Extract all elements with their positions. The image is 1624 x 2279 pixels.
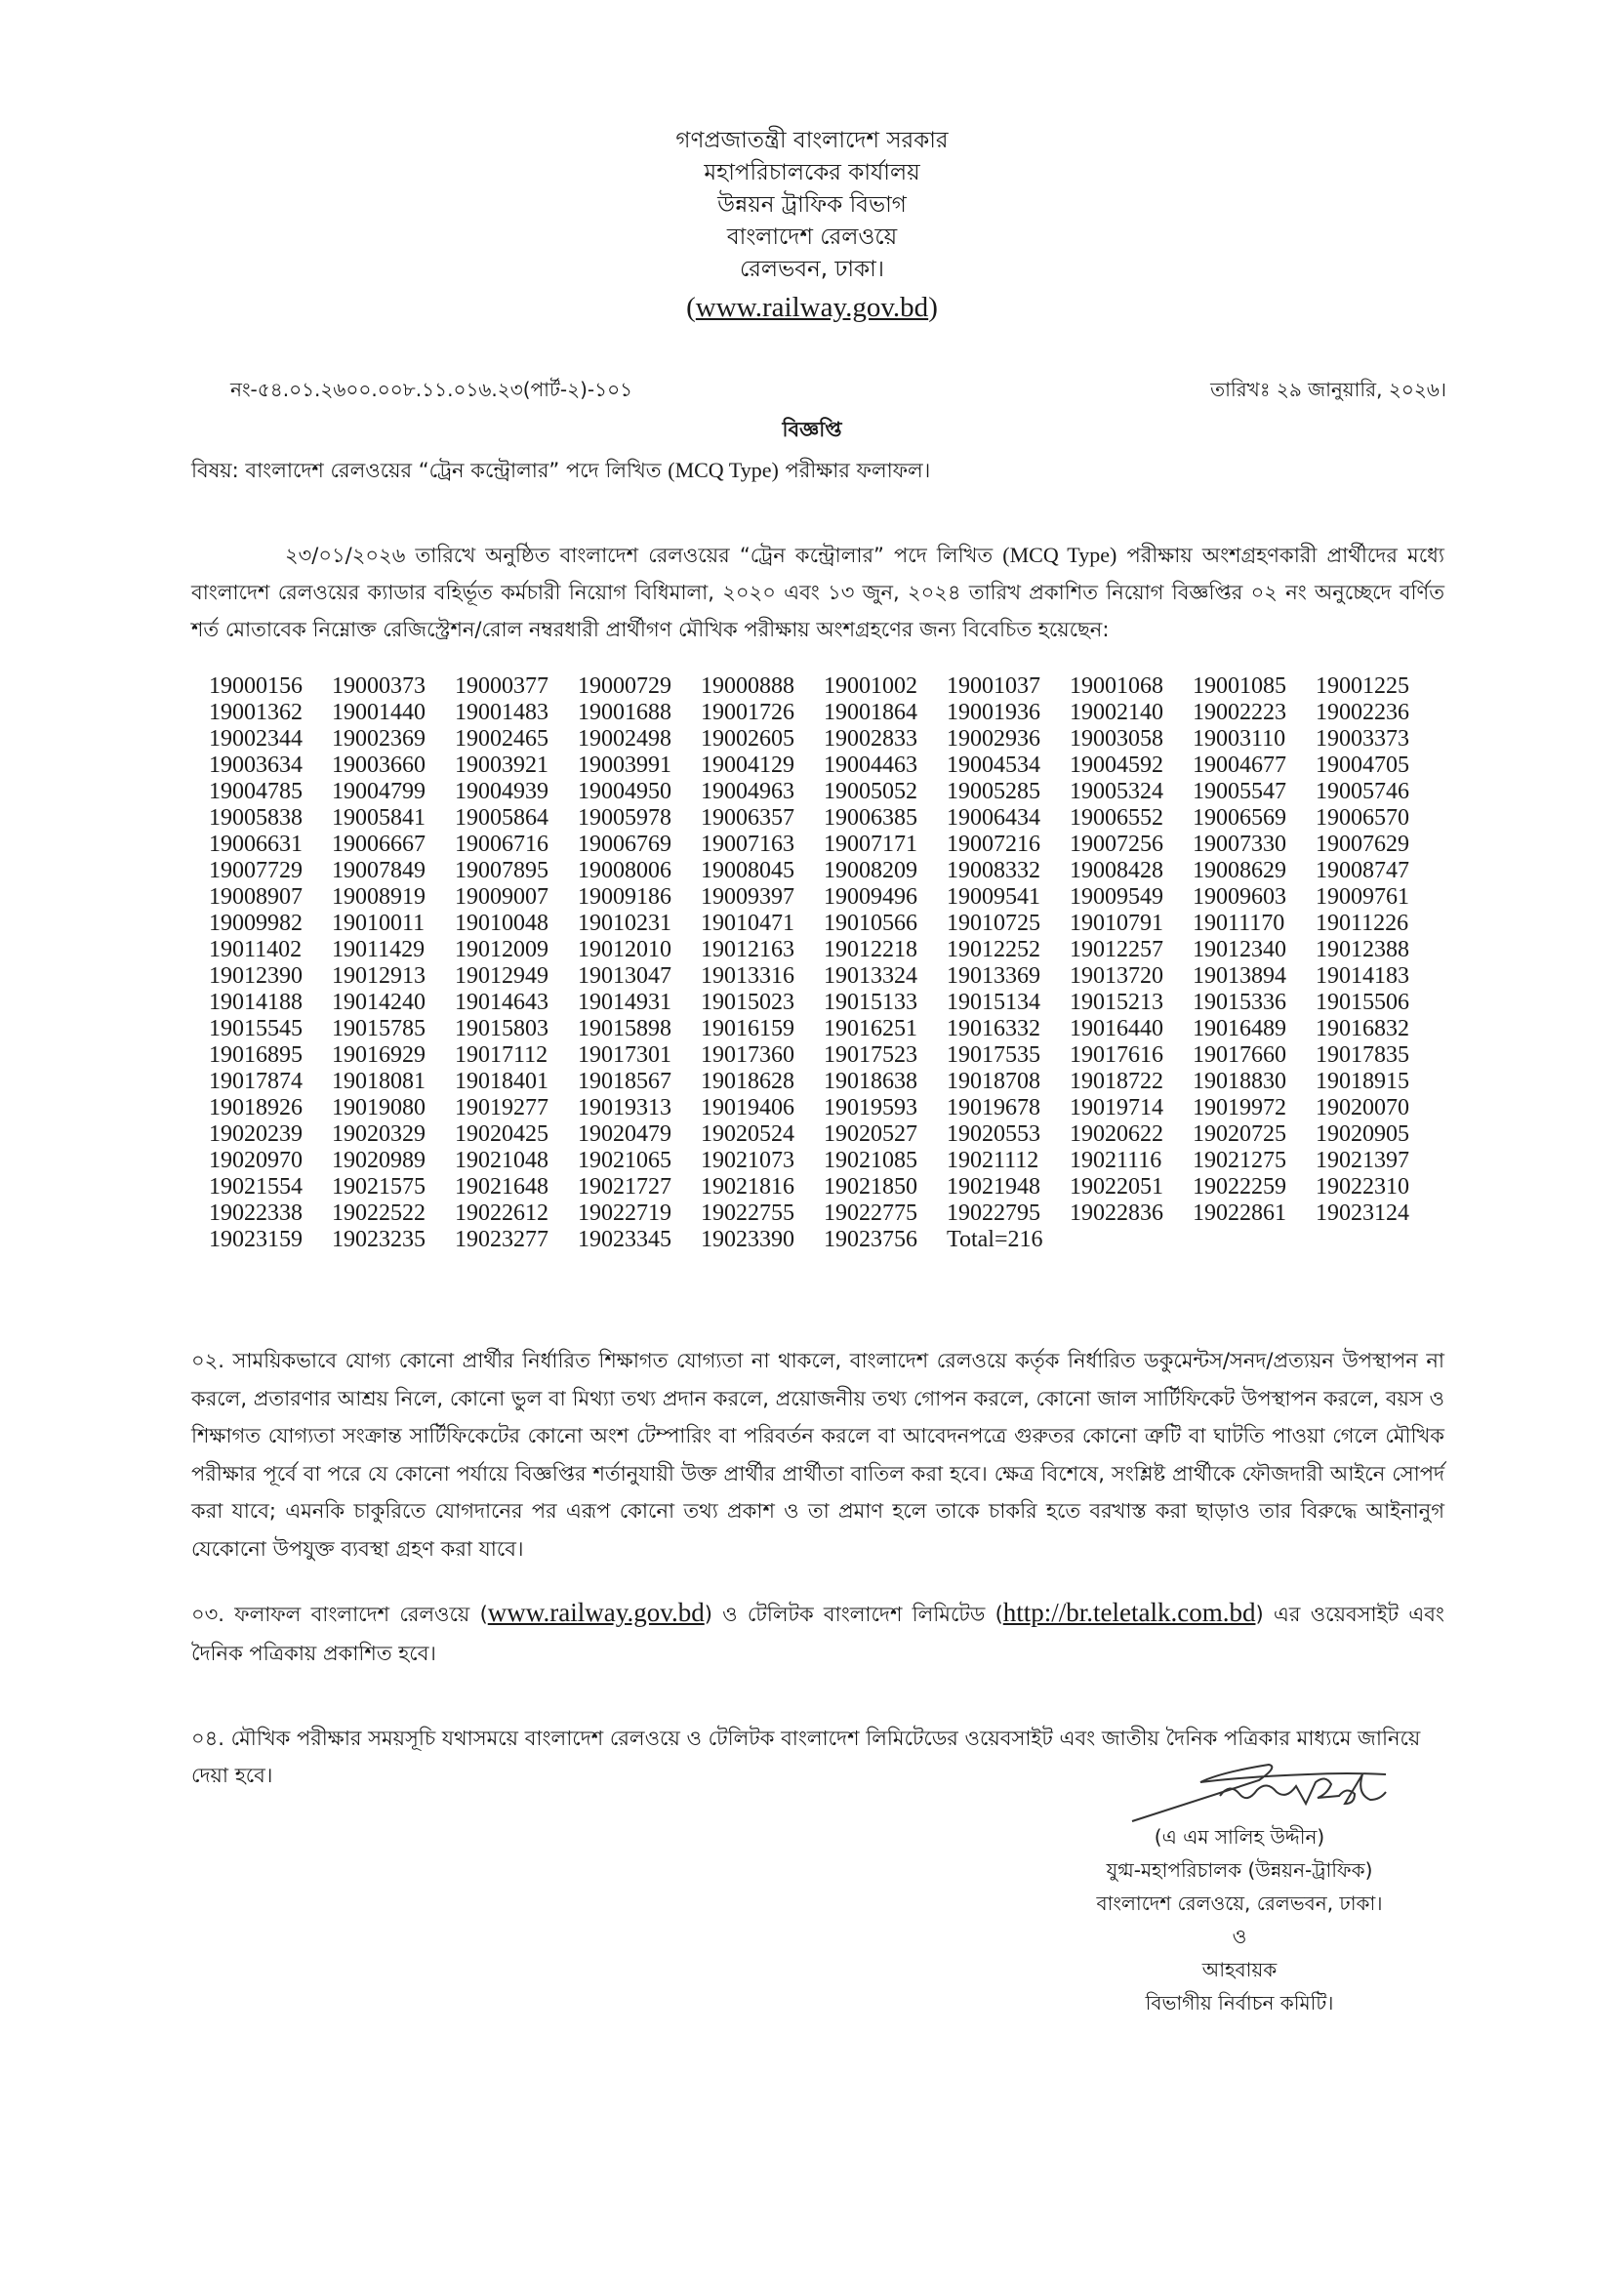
roll-number: 19015785 [332,1016,426,1041]
roll-number: 19014240 [332,990,426,1015]
roll-number: 19008209 [824,858,917,883]
roll-number: 19003660 [332,753,426,778]
roll-number: 19022051 [1070,1174,1163,1200]
roll-number: 19017360 [701,1042,794,1068]
roll-number: 19009496 [824,884,917,910]
roll-number: 19008045 [701,858,794,883]
signatory-conjunction: ও [1232,1925,1247,1948]
roll-number: 19017835 [1316,1042,1409,1068]
roll-number: 19020725 [1193,1121,1286,1147]
roll-number: 19001688 [578,700,671,725]
roll-number: 19015023 [701,990,794,1015]
roll-number: 19007729 [209,858,303,883]
roll-number: 19008629 [1193,858,1286,883]
roll-number: 19009397 [701,884,794,910]
letterhead-address: রেলভবন, ঢাকা। [739,257,885,282]
roll-number: 19013316 [701,963,794,989]
roll-number: 19006385 [824,805,917,831]
letterhead-department: উন্নয়ন ট্রাফিক বিভাগ [717,192,907,218]
roll-number: 19007216 [947,832,1040,857]
roll-number: 19006631 [209,832,303,857]
roll-row [209,1201,1448,1227]
roll-number: 19017112 [455,1042,548,1068]
roll-number: 19013369 [947,963,1040,989]
roll-number: 19021397 [1316,1148,1409,1173]
notice-title: বিজ্ঞপ্তি [782,418,842,441]
roll-number: 19001864 [824,700,917,725]
roll-number: 19015213 [1070,990,1163,1015]
roll-number: 19012163 [701,937,794,962]
roll-number: 19002605 [701,726,794,752]
roll-number: 19002833 [824,726,917,752]
roll-number: 19014643 [455,990,548,1015]
roll-number: 19021112 [947,1148,1039,1173]
roll-number: 19018638 [824,1069,917,1094]
roll-number: 19007171 [824,832,917,857]
roll-number: 19010725 [947,911,1040,936]
roll-number: 19016251 [824,1016,917,1041]
roll-number: 19020553 [947,1121,1040,1147]
roll-number: 19023159 [209,1227,303,1252]
letterhead-office: মহাপরিচালকের কার্যালয় [704,160,920,185]
roll-number: 19016929 [332,1042,426,1068]
roll-number: 19003991 [578,753,671,778]
roll-number: 19005978 [578,805,671,831]
roll-number: 19021085 [824,1148,917,1173]
roll-number: 19006434 [947,805,1040,831]
roll-number: 19012257 [1070,937,1163,962]
roll-number: 19020622 [1070,1121,1163,1147]
roll-number: 19015506 [1316,990,1409,1015]
roll-number: 19000377 [455,673,548,699]
roll-number: 19018926 [209,1095,303,1120]
roll-number: 19018722 [1070,1069,1163,1094]
roll-number: 19016489 [1193,1016,1286,1041]
roll-row [209,1095,1448,1121]
roll-number: 19004799 [332,779,426,804]
roll-number: 19022775 [824,1201,917,1226]
signatory-block [1044,1820,1435,2019]
signatory-role: আহবায়ক [1201,1958,1278,1981]
roll-row [209,858,1448,884]
roll-number: 19001037 [947,673,1040,699]
roll-number: 19019972 [1193,1095,1286,1120]
roll-number: 19017874 [209,1069,303,1094]
roll-number: 19002465 [455,726,548,752]
signatory-name: (এ এম সালিহ উদ্দীন) [1154,1825,1325,1849]
roll-number: 19014183 [1316,963,1409,989]
roll-number: 19015133 [824,990,917,1015]
roll-number: 19022310 [1316,1174,1409,1200]
roll-number: 19007629 [1316,832,1409,857]
roll-number: 19002369 [332,726,426,752]
signatory-designation: যুগ্ম-মহাপরিচালক (উন্নয়ন-ট্রাফিক) [1106,1858,1373,1882]
roll-number: 19001362 [209,700,303,725]
roll-number: 19009761 [1316,884,1409,910]
letterhead [0,125,1624,327]
roll-number: 19021727 [578,1174,671,1200]
roll-number: 19006357 [701,805,794,831]
roll-number: 19004785 [209,779,303,804]
subject-prefix: বিষয়: বাংলাদেশ রেলওয়ের “ট্রেন কন্ট্রোলার” পদে লিখিত [191,459,669,482]
roll-number: 19019678 [947,1095,1040,1120]
roll-number: 19006569 [1193,805,1286,831]
letterhead-organization: বাংলাদেশ রেলওয়ে [726,224,898,250]
roll-row [209,990,1448,1016]
roll-number: 19021816 [701,1174,794,1200]
roll-row [209,673,1448,700]
roll-number: 19004705 [1316,753,1409,778]
roll-number: 19020479 [578,1121,671,1147]
roll-number: 19014188 [209,990,303,1015]
roll-number: 19004950 [578,779,671,804]
paragraph-intro [191,537,1444,648]
roll-number: 19001483 [455,700,548,725]
roll-number: 19006570 [1316,805,1409,831]
roll-number: 19010011 [332,911,426,936]
roll-number: 19006667 [332,832,426,857]
roll-number: 19007849 [332,858,426,883]
roll-number: 19011429 [332,937,426,962]
roll-number: 19018708 [947,1069,1040,1094]
roll-number: 19016159 [701,1016,794,1041]
roll-number: 19015336 [1193,990,1286,1015]
roll-number: 19009982 [209,911,303,936]
roll-number: 19007256 [1070,832,1163,857]
roll-number: 19005324 [1070,779,1163,804]
roll-row [209,911,1448,937]
roll-number: 19002498 [578,726,671,752]
roll-number: 19005838 [209,805,303,831]
roll-number: 19010791 [1070,911,1163,936]
roll-number: 19003058 [1070,726,1163,752]
roll-number: 19006769 [578,832,671,857]
roll-number: 19005052 [824,779,917,804]
roll-number: 19008747 [1316,858,1409,883]
memo-date: তারিখঃ ২৯ জানুয়ারি, ২০২৬। [1210,378,1446,401]
roll-number: 19019080 [332,1095,426,1120]
roll-number: 19007895 [455,858,548,883]
roll-number: 19013894 [1193,963,1286,989]
roll-number: 19019406 [701,1095,794,1120]
roll-number: 19004534 [947,753,1040,778]
roll-number: 19018628 [701,1069,794,1094]
publication-part3: ) এর ওয়েবসাইট এবং দৈনিক পত্রিকায় প্রকাশিত হবে। [191,1603,1444,1665]
paragraph-viva-schedule: ০৪. মৌখিক পরীক্ষার সময়সূচি যথাসময়ে বাংলাদেশ রেলওয়ে ও টেলিটক বাংলাদেশ লিমিটেডের ওয়েবসাইট এবং জাতীয় দৈনিক পত্রিকার মাধ্যমে জানিয়ে দেয়া হবে। [191,1727,1421,1787]
roll-number: 19021554 [209,1174,303,1200]
roll-number: 19020425 [455,1121,548,1147]
roll-number: 19000156 [209,673,303,699]
roll-number: 19020970 [209,1148,303,1173]
signatory-office: বাংলাদেশ রেলওয়ে, রেলভবন, ঢাকা। [1096,1892,1383,1915]
roll-row [209,832,1448,858]
roll-number: 19008907 [209,884,303,910]
roll-number: 19005746 [1316,779,1409,804]
roll-number: 19018915 [1316,1069,1409,1094]
letterhead-website [0,288,1624,327]
roll-number: 19023277 [455,1227,548,1252]
roll-number: 19017301 [578,1042,671,1068]
roll-number: 19010231 [578,911,671,936]
roll-number: 19004963 [701,779,794,804]
roll-row [209,1016,1448,1042]
roll-number: 19004677 [1193,753,1286,778]
roll-number: 19021275 [1193,1148,1286,1173]
roll-number: 19016440 [1070,1016,1163,1041]
roll-number: 19002936 [947,726,1040,752]
roll-number: 19019277 [455,1095,548,1120]
roll-number: 19016332 [947,1016,1040,1041]
roll-number: 19002223 [1193,700,1286,725]
publication-part2: ) ও টেলিটক বাংলাদেশ লিমিটেড ( [704,1603,1003,1626]
roll-number: 19023235 [332,1227,426,1252]
roll-number: 19018830 [1193,1069,1286,1094]
roll-number: 19015545 [209,1016,303,1041]
roll-number: 19001726 [701,700,794,725]
roll-row [209,884,1448,911]
roll-number: 19002236 [1316,700,1409,725]
intro-part2: পরীক্ষায় অংশগ্রহণকারী প্রার্থীদের মধ্যে বাংলাদেশ রেলওয়ের ক্যাডার বহির্ভূত কর্মচারী নিয়োগ বিধিমালা, ২০২০ এবং ১৩ জুন, ২০২৪ তারিখ প্রকাশিত নিয়োগ বিজ্ঞপ্তির ০২ নং অনুচ্ছেদে বর্ণিত শর্ত মোতাবেক নিম্নোক্ত রেজিস্ট্রেশন/রোল নম্বরধারী প্রার্থীগণ মৌখিক পরীক্ষায় অংশগ্রহণের জন্য বিবেচিত হয়েছেন: [191,544,1444,641]
roll-number: 19005285 [947,779,1040,804]
roll-row [209,1174,1448,1201]
letterhead-government: গণপ্রজাতন্ত্রী বাংলাদেশ সরকার [675,128,949,153]
roll-number: 19021073 [701,1148,794,1173]
roll-number: 19010471 [701,911,794,936]
roll-number: 19017616 [1070,1042,1163,1068]
roll-number: 19016895 [209,1042,303,1068]
roll-number: 19015134 [947,990,1040,1015]
subject-line [191,455,930,489]
roll-number: 19012388 [1316,937,1409,962]
roll-number: 19020239 [209,1121,303,1147]
roll-number: 19022861 [1193,1201,1286,1226]
roll-number: 19007163 [701,832,794,857]
railway-website-link[interactable]: www.railway.gov.bd [487,1598,705,1627]
roll-number: 19003634 [209,753,303,778]
roll-number: 19023756 [824,1227,917,1252]
roll-number: 19017523 [824,1042,917,1068]
roll-number: 19006716 [455,832,548,857]
roll-number: 19015803 [455,1016,548,1041]
roll-number: 19018401 [455,1069,548,1094]
roll-number: 19020070 [1316,1095,1409,1120]
roll-number: 19022259 [1193,1174,1286,1200]
roll-number: 19001002 [824,673,917,699]
roll-number: 19012010 [578,937,671,962]
roll-number: 19009603 [1193,884,1286,910]
roll-number: 19009186 [578,884,671,910]
roll-row [209,963,1448,990]
roll-row [209,1148,1448,1174]
memo-number: নং-৫৪.০১.২৬০০.০০৮.১১.০১৬.২৩(পার্ট-২)-১০১ [230,378,633,401]
roll-number: 19005864 [455,805,548,831]
roll-number: 19001936 [947,700,1040,725]
paren-open: ( [686,292,696,323]
subject-mcq: (MCQ Type) [668,458,779,482]
roll-number: 19014931 [578,990,671,1015]
roll-number: 19012340 [1193,937,1286,962]
roll-number: 19005547 [1193,779,1286,804]
roll-number: 19008428 [1070,858,1163,883]
roll-row [209,779,1448,805]
roll-number: 19009007 [455,884,548,910]
roll-number: 19013047 [578,963,671,989]
railway-website-link[interactable]: www.railway.gov.bd [695,292,929,323]
subject-suffix: পরীক্ষার ফলাফল। [778,459,931,482]
roll-row [209,753,1448,779]
roll-number: 19000888 [701,673,794,699]
roll-number: 19023124 [1316,1201,1409,1226]
publication-part1: ০৩. ফলাফল বাংলাদেশ রেলওয়ে ( [191,1603,488,1626]
roll-number: 19020524 [701,1121,794,1147]
roll-number: 19021048 [455,1148,548,1173]
roll-number: 19011402 [209,937,303,962]
roll-number: 19022755 [701,1201,794,1226]
roll-number: 19018081 [332,1069,426,1094]
intro-mcq: (MCQ Type) [1002,543,1117,567]
roll-row [209,1069,1448,1095]
paragraph-publication [191,1593,1444,1673]
teletalk-website-link[interactable]: http://br.teletalk.com.bd [1002,1598,1256,1627]
roll-number: 19001225 [1316,673,1409,699]
roll-number: 19012009 [455,937,548,962]
roll-number: 19022795 [947,1201,1040,1226]
roll-number: 19011226 [1316,911,1409,936]
roll-number: 19002344 [209,726,303,752]
roll-number: 19022338 [209,1201,303,1226]
roll-number: 19020905 [1316,1121,1409,1147]
roll-number: 19003110 [1193,726,1286,752]
roll-number: 19010048 [455,911,548,936]
roll-number: 19001085 [1193,673,1286,699]
roll-row [209,1227,1448,1253]
roll-row [209,700,1448,726]
paren-close: ) [928,292,938,323]
roll-number: 19021575 [332,1174,426,1200]
roll-number: 19017535 [947,1042,1040,1068]
roll-row [209,805,1448,832]
roll-number: 19015898 [578,1016,671,1041]
roll-number: 19001068 [1070,673,1163,699]
roll-number: 19007330 [1193,832,1286,857]
roll-number: 19008332 [947,858,1040,883]
roll-number: 19013324 [824,963,917,989]
roll-number: 19003373 [1316,726,1409,752]
roll-number: 19004592 [1070,753,1163,778]
roll-number: 19011170 [1193,911,1285,936]
paragraph-conditions: ০২. সাময়িকভাবে যোগ্য কোনো প্রার্থীর নির্ধারিত শিক্ষাগত যোগ্যতা না থাকলে, বাংলাদেশ রেলওয়ে কর্তৃক নির্ধারিত ডকুমেন্টস/সনদ/প্রত্যয়ন উপস্থাপন না করলে, প্রতারণার আশ্রয় নিলে, কোনো ভুল বা মিথ্যা তথ্য প্রদান করলে, প্রয়োজনীয় তথ্য গোপন করলে, কোনো জাল সার্টিফিকেট উপস্থাপন করলে, বয়স ও শিক্ষাগত যোগ্যতা সংক্রান্ত সার্টিফিকেটের কোনো অংশ টেম্পারিং বা পরিবর্তন করলে বা আবেদনপত্রে গুরুতর কোনো ত্রুটি বা ঘাটতি পাওয়া গেলে মৌখিক পরীক্ষার পূর্বে বা পরে যে কোনো পর্যায়ে বিজ্ঞপ্তির শর্তানুযায়ী উক্ত প্রার্থীর প্রার্থীতা বাতিল করা হবে। ক্ষেত্র বিশেষে, সংশ্লিষ্ট প্রার্থীকে ফৌজদারী আইনে সোপর্দ করা যাবে; এমনকি চাকুরিতে যোগদানের পর এরূপ কোনো তথ্য প্রকাশ ও তা প্রমাণ হলে তাকে চাকরি হতে বরখাস্ত করা ছাড়াও তার বিরুদ্ধে আইনানুগ যেকোনো উপযুক্ত ব্যবস্থা গ্রহণ করা যাবে। [191,1349,1444,1561]
roll-number: 19020329 [332,1121,426,1147]
memo-row [230,376,1446,407]
roll-number: 19017660 [1193,1042,1286,1068]
roll-number: 19006552 [1070,805,1163,831]
roll-row [209,1121,1448,1148]
roll-number: 19021065 [578,1148,671,1173]
roll-number: 19008919 [332,884,426,910]
total-count: Total=216 [947,1227,1043,1252]
roll-number: 19018567 [578,1069,671,1094]
roll-number: 19010566 [824,911,917,936]
roll-number: 19021116 [1070,1148,1162,1173]
roll-number: 19005841 [332,805,426,831]
roll-number: 19023390 [701,1227,794,1252]
roll-number: 19012913 [332,963,426,989]
roll-number: 19004463 [824,753,917,778]
roll-number-table [209,673,1448,1253]
signatory-committee: বিভাগীয় নির্বাচন কমিটি। [1145,1991,1334,2014]
intro-part1: ২৩/০১/২০২৬ তারিখে অনুষ্ঠিত বাংলাদেশ রেলওয়ের “ট্রেন কন্ট্রোলার” পদে লিখিত [285,544,1003,567]
roll-number: 19004939 [455,779,548,804]
roll-number: 19022612 [455,1201,548,1226]
roll-number: 19019593 [824,1095,917,1120]
roll-row [209,726,1448,753]
roll-number: 19004129 [701,753,794,778]
roll-row [209,937,1448,963]
roll-number: 19020527 [824,1121,917,1147]
roll-number: 19023345 [578,1227,671,1252]
roll-number: 19009541 [947,884,1040,910]
roll-number: 19022522 [332,1201,426,1226]
roll-number: 19021648 [455,1174,548,1200]
roll-number: 19012390 [209,963,303,989]
roll-number: 19019313 [578,1095,671,1120]
roll-number: 19000373 [332,673,426,699]
roll-number: 19021948 [947,1174,1040,1200]
roll-number: 19009549 [1070,884,1163,910]
roll-number: 19003921 [455,753,548,778]
roll-number: 19016832 [1316,1016,1409,1041]
roll-number: 19013720 [1070,963,1163,989]
roll-number: 19000729 [578,673,671,699]
roll-number: 19022836 [1070,1201,1163,1226]
roll-row [209,1042,1448,1069]
roll-number: 19002140 [1070,700,1163,725]
roll-number: 19021850 [824,1174,917,1200]
roll-number: 19019714 [1070,1095,1163,1120]
signature-icon [1113,1747,1435,1825]
roll-number: 19022719 [578,1201,671,1226]
roll-number: 19012218 [824,937,917,962]
roll-number: 19020989 [332,1148,426,1173]
roll-number: 19008006 [578,858,671,883]
roll-number: 19001440 [332,700,426,725]
roll-number: 19012949 [455,963,548,989]
roll-number: 19012252 [947,937,1040,962]
